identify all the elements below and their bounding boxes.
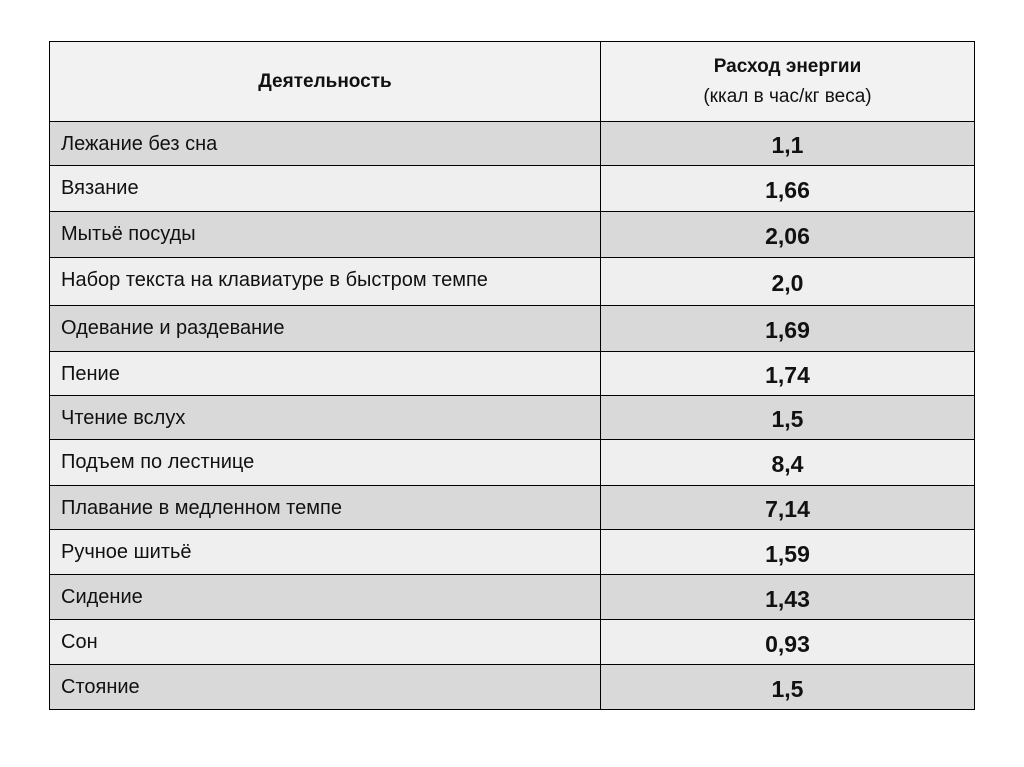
- energy-value-cell: 2,0: [601, 258, 975, 306]
- table-row: [50, 530, 975, 575]
- table-row: [50, 620, 975, 665]
- header-activity: Деятельность: [50, 42, 601, 122]
- energy-value-cell: 1,5: [601, 396, 975, 440]
- activity-cell: Подъем по лестнице: [50, 440, 601, 486]
- table-row: [50, 306, 975, 352]
- table-row: [50, 440, 975, 486]
- table-row: [50, 352, 975, 396]
- table-row: [50, 212, 975, 258]
- table-row: [50, 166, 975, 212]
- table-row: [50, 258, 975, 306]
- table-row: [50, 665, 975, 710]
- activity-cell: Чтение вслух: [50, 396, 601, 440]
- activity-cell: Одевание и раздевание: [50, 306, 601, 352]
- activity-cell: Лежание без сна: [50, 122, 601, 166]
- header-energy-unit: (ккал в час/кг веса): [703, 85, 872, 107]
- energy-value-cell: 1,66: [601, 166, 975, 212]
- energy-value-cell: 1,59: [601, 530, 975, 575]
- activity-cell: Мытьё посуды: [50, 212, 601, 258]
- table-row: [50, 575, 975, 620]
- activity-cell: Пение: [50, 352, 601, 396]
- activity-cell: Вязание: [50, 166, 601, 212]
- table-header-row: [50, 42, 975, 122]
- energy-value-cell: 1,1: [601, 122, 975, 166]
- activity-cell: Ручное шитьё: [50, 530, 601, 575]
- energy-value-cell: 0,93: [601, 620, 975, 665]
- energy-value-cell: 2,06: [601, 212, 975, 258]
- energy-value-cell: 1,43: [601, 575, 975, 620]
- energy-value-cell: 1,5: [601, 665, 975, 710]
- energy-value-cell: 1,69: [601, 306, 975, 352]
- activity-cell: Сон: [50, 620, 601, 665]
- activity-cell: Сидение: [50, 575, 601, 620]
- header-energy-title: Расход энергии: [713, 55, 862, 77]
- activity-cell: Плавание в медленном темпе: [50, 486, 601, 530]
- activity-cell: Стояние: [50, 665, 601, 710]
- energy-value-cell: 7,14: [601, 486, 975, 530]
- table-row: [50, 122, 975, 166]
- activity-cell: Набор текста на клавиатуре в быстром темпе: [50, 258, 601, 306]
- energy-value-cell: 8,4: [601, 440, 975, 486]
- header-energy: [601, 42, 975, 122]
- table-row: [50, 396, 975, 440]
- energy-table: [49, 41, 975, 710]
- energy-value-cell: 1,74: [601, 352, 975, 396]
- table-row: [50, 486, 975, 530]
